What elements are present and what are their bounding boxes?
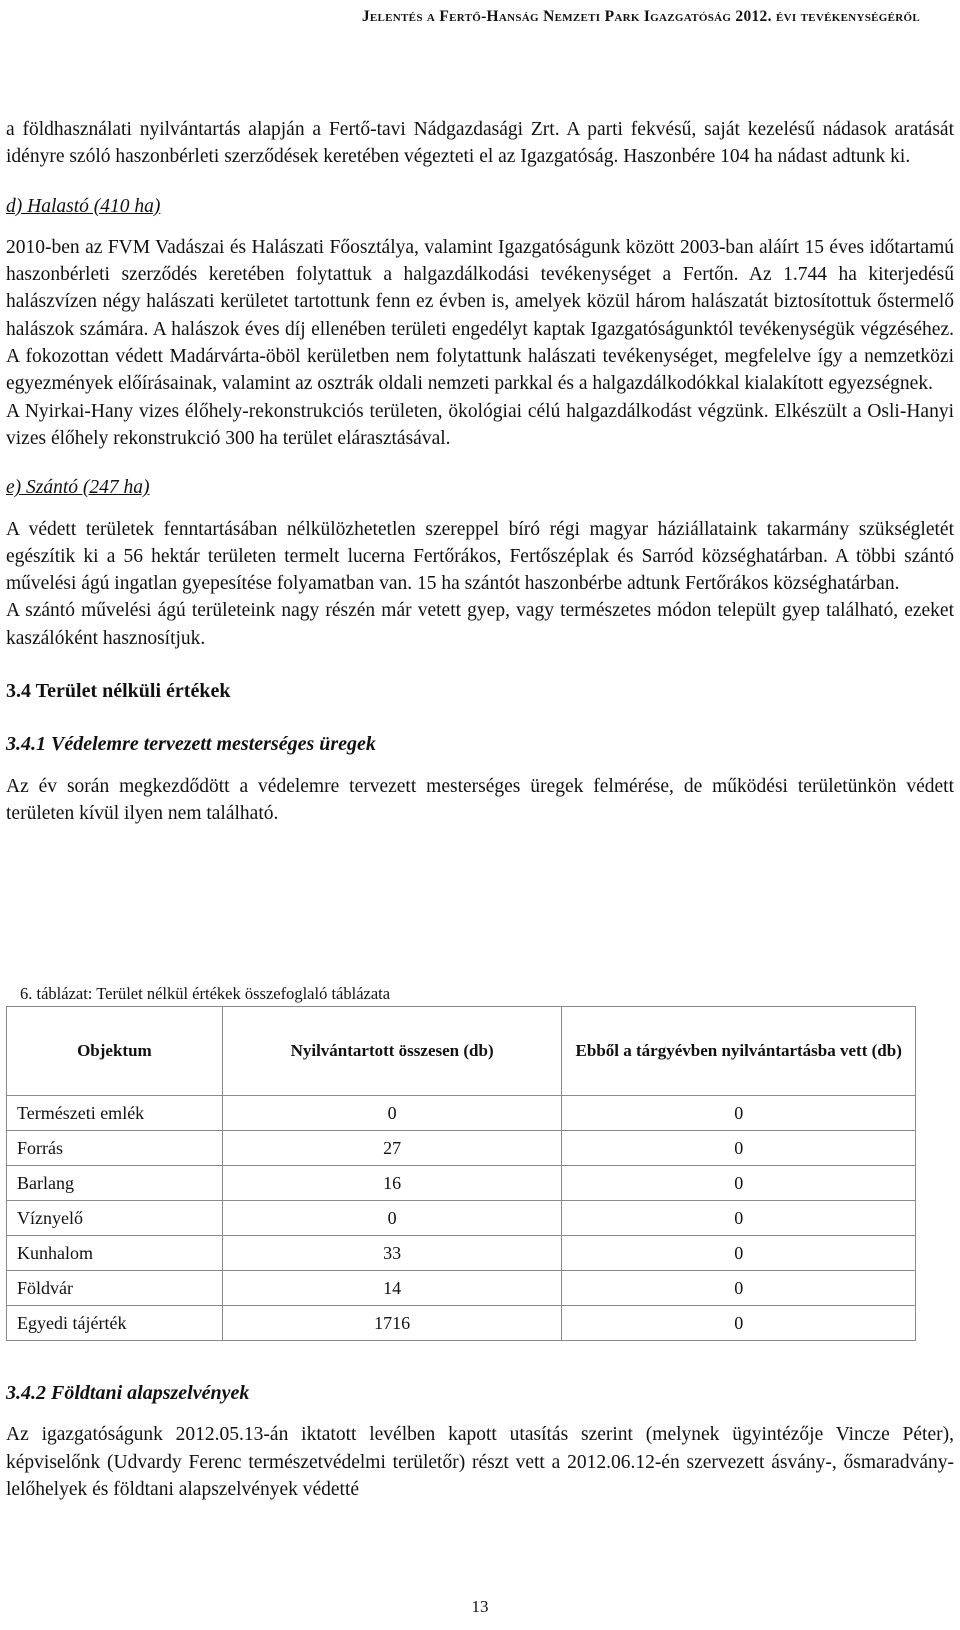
cell-new: 0 [562,1096,916,1131]
paragraph-wetland: A Nyirkai-Hany vizes élőhely-rekonstrukciós területen, ökológiai célú halgazdálkodást végzünk. Elkészült a Osli-Hanyi vizes élőhely rekonstrukció 300 ha terület elárasztásával. [6,400,954,449]
paragraph-arable-2: A szántó művelési ágú területeink nagy részén már vetett gyep, vagy természetes módon települt gyep található, ezeket kaszálóként hasznosítjuk. [6,600,954,649]
table-row [7,1096,916,1131]
cell-new: 0 [562,1131,916,1166]
cell-total: 33 [222,1236,562,1271]
cell-new: 0 [562,1306,916,1341]
page-number: 13 [471,1597,489,1616]
table-row [7,1131,916,1166]
cell-new: 0 [562,1236,916,1271]
table-caption: 6. táblázat: Terület nélkül értékek összefoglaló táblázata [20,984,391,1003]
main-text [6,116,954,827]
header-total: Nyilvántartott összesen (db) [222,1007,562,1096]
heading-fishpond-text: d) Halastó (410 ha) [6,195,161,217]
header-object: Objektum [7,1007,223,1096]
cell-object: Kunhalom [7,1236,223,1271]
heading-fishpond [6,193,954,220]
cell-total: 16 [222,1166,562,1201]
summary-table [6,1006,916,1341]
lower-text [6,1380,954,1503]
cell-object: Barlang [7,1166,223,1201]
heading-arable-text: e) Szántó (247 ha) [6,477,150,499]
paragraph-reed: a földhasználati nyilvántartás alapján a Fertő-tavi Nádgazdasági Zrt. A parti fekvésű, saját kezelésű nádasok aratását idényre szóló haszonbérleti szerződések keretében végezteti el az Igazgatóság. Haszonbére 104 ha nádast adtunk ki. [6,119,954,168]
cell-object: Víznyelő [7,1201,223,1236]
cell-object: Földvár [7,1271,223,1306]
table-row [7,1236,916,1271]
section-heading-3-4-1: 3.4.1 Védelemre tervezett mesterséges üregek [6,733,376,756]
cell-total: 1716 [222,1306,562,1341]
cell-total: 14 [222,1271,562,1306]
heading-arable [6,474,954,501]
table-header-row [7,1007,916,1096]
cell-object: Forrás [7,1131,223,1166]
cell-new: 0 [562,1201,916,1236]
table-row [7,1201,916,1236]
cell-total: 0 [222,1201,562,1236]
table-row [7,1306,916,1341]
cell-object: Természeti emlék [7,1096,223,1131]
cell-total: 27 [222,1131,562,1166]
table-row [7,1166,916,1201]
cell-new: 0 [562,1166,916,1201]
section-heading-3-4-2: 3.4.2 Földtani alapszelvények [6,1382,250,1404]
cell-object: Egyedi tájérték [7,1306,223,1341]
running-header: Jelentés a Fertő-Hanság Nemzeti Park Igazgatóság 2012. évi tevékenységéről [361,8,920,25]
paragraph-geology: Az igazgatóságunk 2012.05.13-án iktatott levélben kapott utasítás szerint (melynek ügyintézője Vincze Péter), képviselőnk (Udvardy Ferenc természetvédelmi területőr) részt vett a 2012.06.12-én szervezett ásvány-, ősmaradvány-lelőhelyek és földtani alapszelvények védetté [6,1424,954,1500]
paragraph-fishing: 2010-ben az FVM Vadászai és Halászati Főosztálya, valamint Igazgatóságunk között 2003-ban aláírt 15 éves időtartamú haszonbérleti szerződés keretében folytattuk a halgazdálkodási tevékenységet a Fertőn. Az 1.744 ha kiterjedésű halászvízen négy halászati kerületet tartottunk fenn ez évben is, amelyek közül három halászatát biztosítottuk őstermelő halászok számára. A halászok éves díj ellenében területi engedélyt kaptak Igazgatóságunktól tevékenységük végzéséhez. A fokozottan védett Madárvárta-öböl kerületben nem folytattunk halászati tevékenységet, megfelelve így a nemzetközi egyezmények előírásainak, valamint az osztrák oldali nemzeti parkkal és a halgazdálkodókkal kialakított egyezségnek. [6,236,954,395]
table-row [7,1271,916,1306]
cell-total: 0 [222,1096,562,1131]
header-new: Ebből a tárgyévben nyilvántartásba vett (db) [562,1007,916,1096]
paragraph-cavities: Az év során megkezdődött a védelemre tervezett mesterséges üregek felmérése, de működési területünkön védett területen kívül ilyen nem található. [6,775,954,824]
cell-new: 0 [562,1271,916,1306]
section-heading-3-4: 3.4 Terület nélküli értékek [6,680,231,703]
paragraph-arable-1: A védett területek fenntartásában nélkülözhetetlen szereppel bíró régi magyar háziállataink takarmány szükségletét egészítik ki a 56 hektár területen termelt lucerna Fertőrákos, Fertőszéplak és Sarród községhatárban. A többi szántó művelési ágú ingatlan gyepesítése folyamatban van. 15 ha szántót haszonbérbe adtunk Fertőrákos községhatárban. [6,518,954,595]
